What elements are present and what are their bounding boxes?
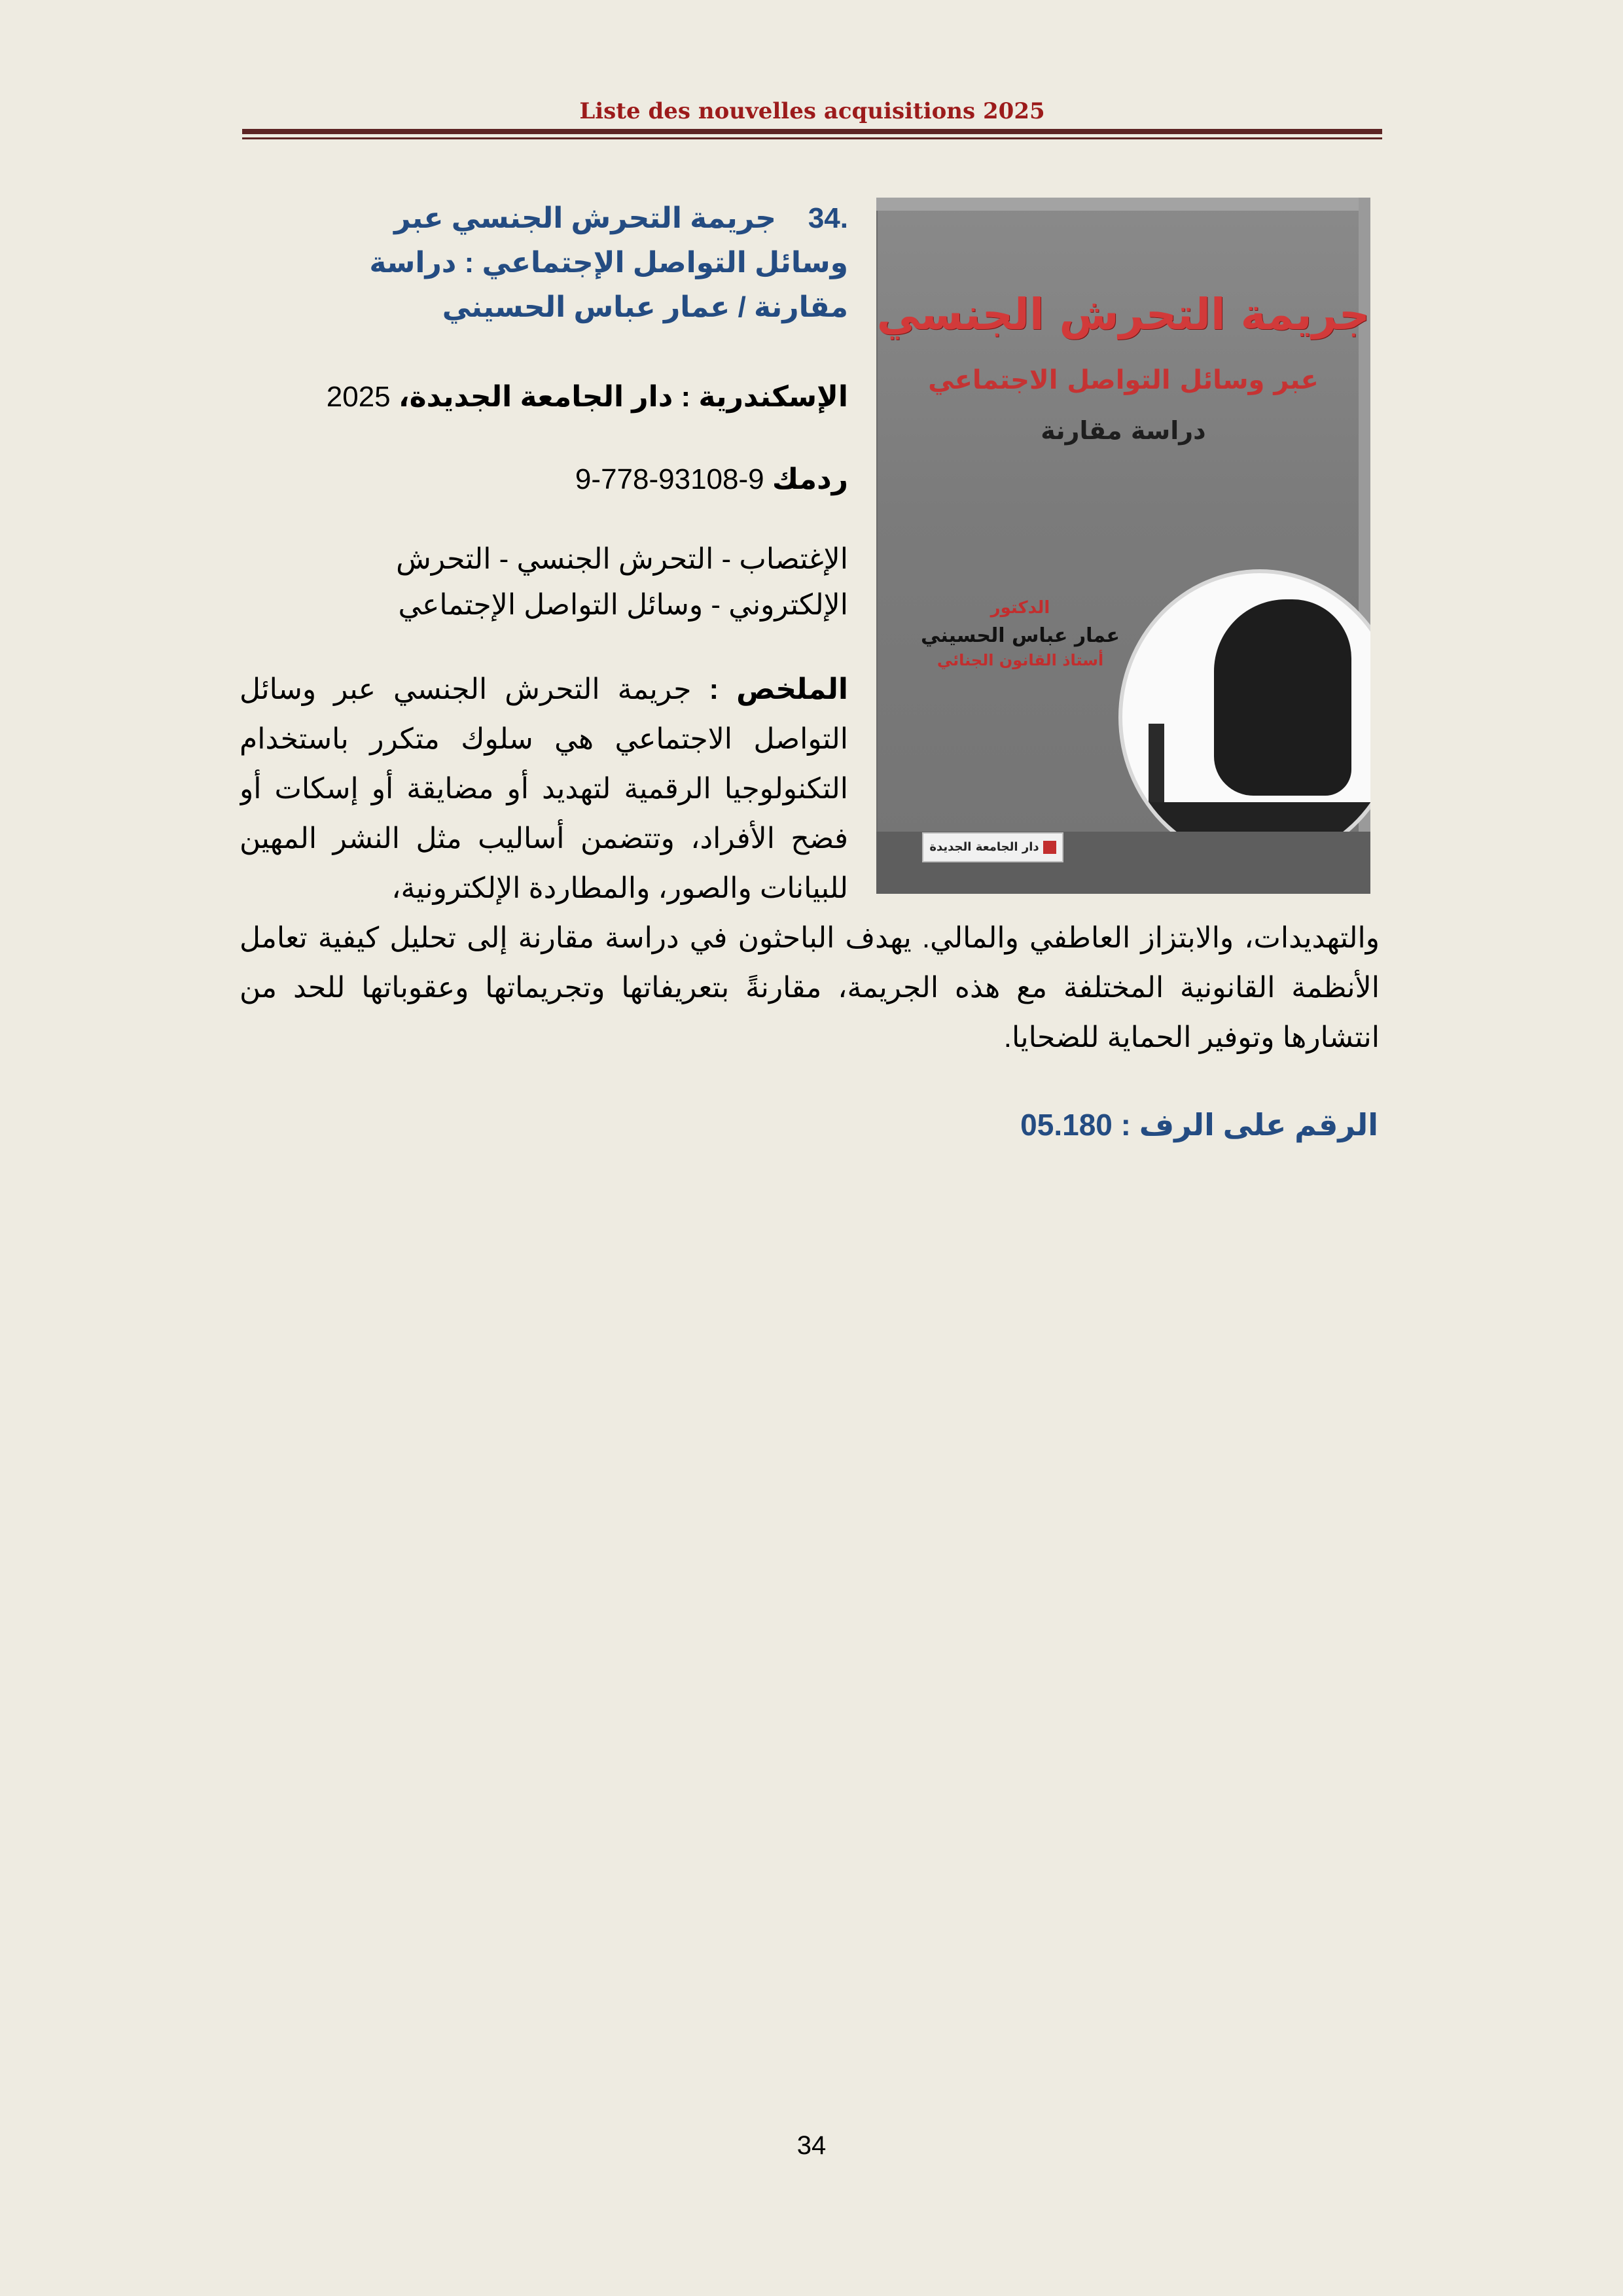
cover-author-prefix: الدكتور [990,598,1050,618]
publication-year: 2025 [326,381,391,413]
abstract-label: الملخص : [709,673,848,705]
cover-author-block [896,598,1145,669]
isbn-label: ردمك [772,463,848,495]
isbn-value: 9-93108-778-9 [575,463,764,495]
entry-title [325,196,848,330]
cover-publisher-logo [922,832,1063,862]
cover-publisher-logo-text: دار الجامعة الجديدة [929,840,1039,854]
publisher-text: الإسكندرية : دار الجامعة الجديدة، [398,381,848,413]
header-rule-thick [242,129,1382,134]
book-cover-image [876,198,1370,894]
shelf-label: الرقم على الرف : [1120,1108,1378,1142]
abstract-part-one [240,665,848,913]
header-rule-thin [242,137,1382,139]
subject-headings: الإغتصاب - التحرش الجنسي - التحرش الإلكتروني - وسائل التواصل الإجتماعي [396,543,848,621]
cover-title-line1: جريمة التحرش الجنسي [876,289,1370,340]
cover-title-line3: دراسة مقارنة [1041,416,1206,445]
cover-author-name: عمار عباس الحسيني [921,624,1120,647]
cover-author-position: أستاذ القانون الجنائي [936,651,1104,669]
cover-photo-person [1214,599,1351,796]
cover-title-line2: عبر وسائل التواصل الاجتماعي [928,365,1319,395]
shelf-number: 05.180 [1020,1108,1113,1142]
publisher-logo-icon [1043,841,1056,854]
page-header-title: Liste des nouvelles acquisitions 2025 [579,98,1045,124]
publication-statement [325,376,848,419]
entry-title-text: جريمة التحرش الجنسي عبر وسائل التواصل الإجتماعي : دراسة مقارنة / عمار عباس الحسيني [369,202,848,323]
shelf-number-line [593,1102,1378,1148]
entry-number: 34. [808,202,848,234]
page-number: 34 [796,2131,827,2160]
abstract-text-part1: جريمة التحرش الجنسي عبر وسائل التواصل الاجتماعي هي سلوك متكرر باستخدام التكنولوجيا الرقمية لتهديد أو مضايقة أو إسكات أو فضح الأفراد، وتتضمن أساليب مثل النشر المهين للبيانات والصور، والمطاردة الإلكترونية، [240,673,848,904]
isbn-line [325,458,848,501]
cover-photo-silhouette [1118,569,1370,865]
abstract-part-two: والتهديدات، والابتزاز العاطفي والمالي. يهدف الباحثون في دراسة مقارنة إلى تحليل كيفية تعامل الأنظمة القانونية المختلفة مع هذه الجريمة، مقارنةً بتعريفاتها وتجريماتها وعقوباتها للحد من انتشارها وتوفير الحماية للضحايا. [240,922,1380,1053]
cover-top-edge [876,198,1370,211]
